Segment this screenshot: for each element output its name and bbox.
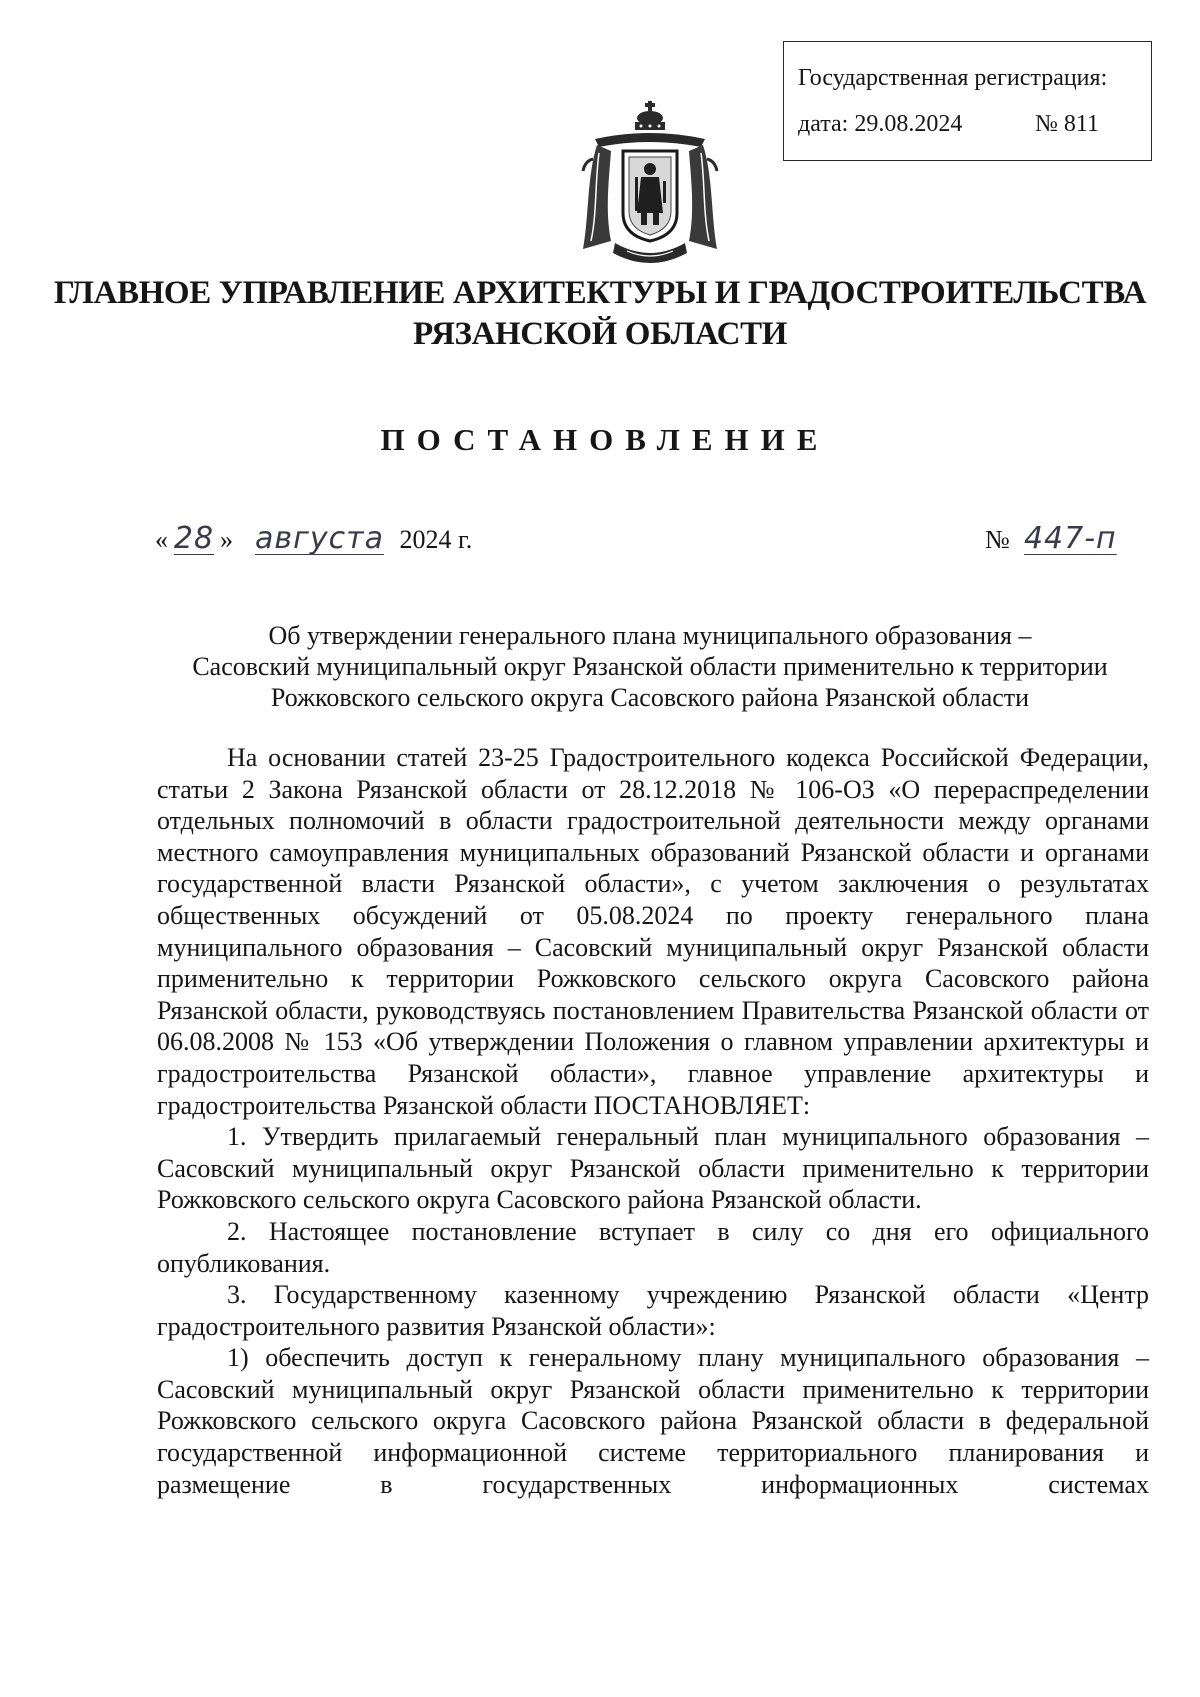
document-date [155,521,472,556]
item-2-paragraph: 2. Настоящее постановление вступает в силу со дня его официального опубликования. [157,1216,1149,1278]
registration-number: № 811 [1035,111,1100,137]
subject-line-2: Сасовский муниципальный округ Рязанской области применительно к территории [192,652,1108,681]
handwritten-month: августа [255,521,384,556]
date-year: 2024 г. [399,525,473,554]
document-subject [155,620,1145,713]
item-1-paragraph: 1. Утвердить прилагаемый генеральный план муниципального образования – Сасовский муниципальный округ Рязанской области применительно к территории Рожковского сельского округа Сасовского района Рязанской области. [157,1122,1149,1215]
document-type-title: ПОСТАНОВЛЕНИЕ [380,422,830,457]
document-body [157,742,1149,1500]
registration-title: Государственная регистрация: [798,65,1108,91]
registration-date: дата: 29.08.2024 [798,111,963,137]
authority-line-2: РЯЗАНСКОЙ ОБЛАСТИ [413,316,787,352]
registration-stamp-box [783,41,1152,161]
date-close-quote: » [220,525,233,554]
ryazan-coat-of-arms-icon [575,101,725,273]
preamble-paragraph: На основании статей 23-25 Градостроительного кодекса Российской Федерации, статьи 2 Закона Рязанской области от 28.12.2018 № 106-ОЗ «О перераспределении отдельных полномочий в области градостроительной деятельности между органами местного самоуправления муниципальных образований Рязанской области и органами государственной власти Рязанской области», с учетом заключения о результатах общественных обсуждений от 05.08.2024 по проекту генерального плана муниципального образования – Сасовский муниципальный округ Рязанской области применительно к территории Рожковского сельского округа Сасовского района Рязанской области, руководствуясь постановлением Правительства Рязанской области от 06.08.2008 № 153 «Об утверждении Положения о главном управлении архитектуры и градостроительства Рязанской области», главное управление архитектуры и градостроительства Рязанской области ПОСТАНОВЛЯЕТ: [157,743,1149,1120]
handwritten-day: 28 [173,521,215,556]
subject-line-3: Рожковского сельского округа Сасовского района Рязанской области [270,683,1030,712]
authority-line-1: ГЛАВНОЕ УПРАВЛЕНИЕ АРХИТЕКТУРЫ И ГРАДОСТРОИТЕЛЬСТВА [53,275,1147,311]
issuing-authority [0,273,1200,355]
date-open-quote: « [155,525,168,554]
handwritten-number: 447-п [1023,521,1117,556]
subject-line-1: Об утверждении генерального плана муниципального образования – [268,621,1032,650]
item-3-1-paragraph: 1) обеспечить доступ к генеральному плану муниципального образования – Сасовский муниципальный округ Рязанской области применительно к территории Рожковского сельского округа Сасовского района Рязанской области в федеральной государственной информационной системе территориального планирования и размещение в государственных информационных системах [157,1343,1149,1499]
number-label: № [985,525,1010,554]
item-3-paragraph: 3. Государственному казенному учреждению Рязанской области «Центр градостроительного развития Рязанской области»: [157,1280,1149,1341]
document-number [985,521,1124,556]
